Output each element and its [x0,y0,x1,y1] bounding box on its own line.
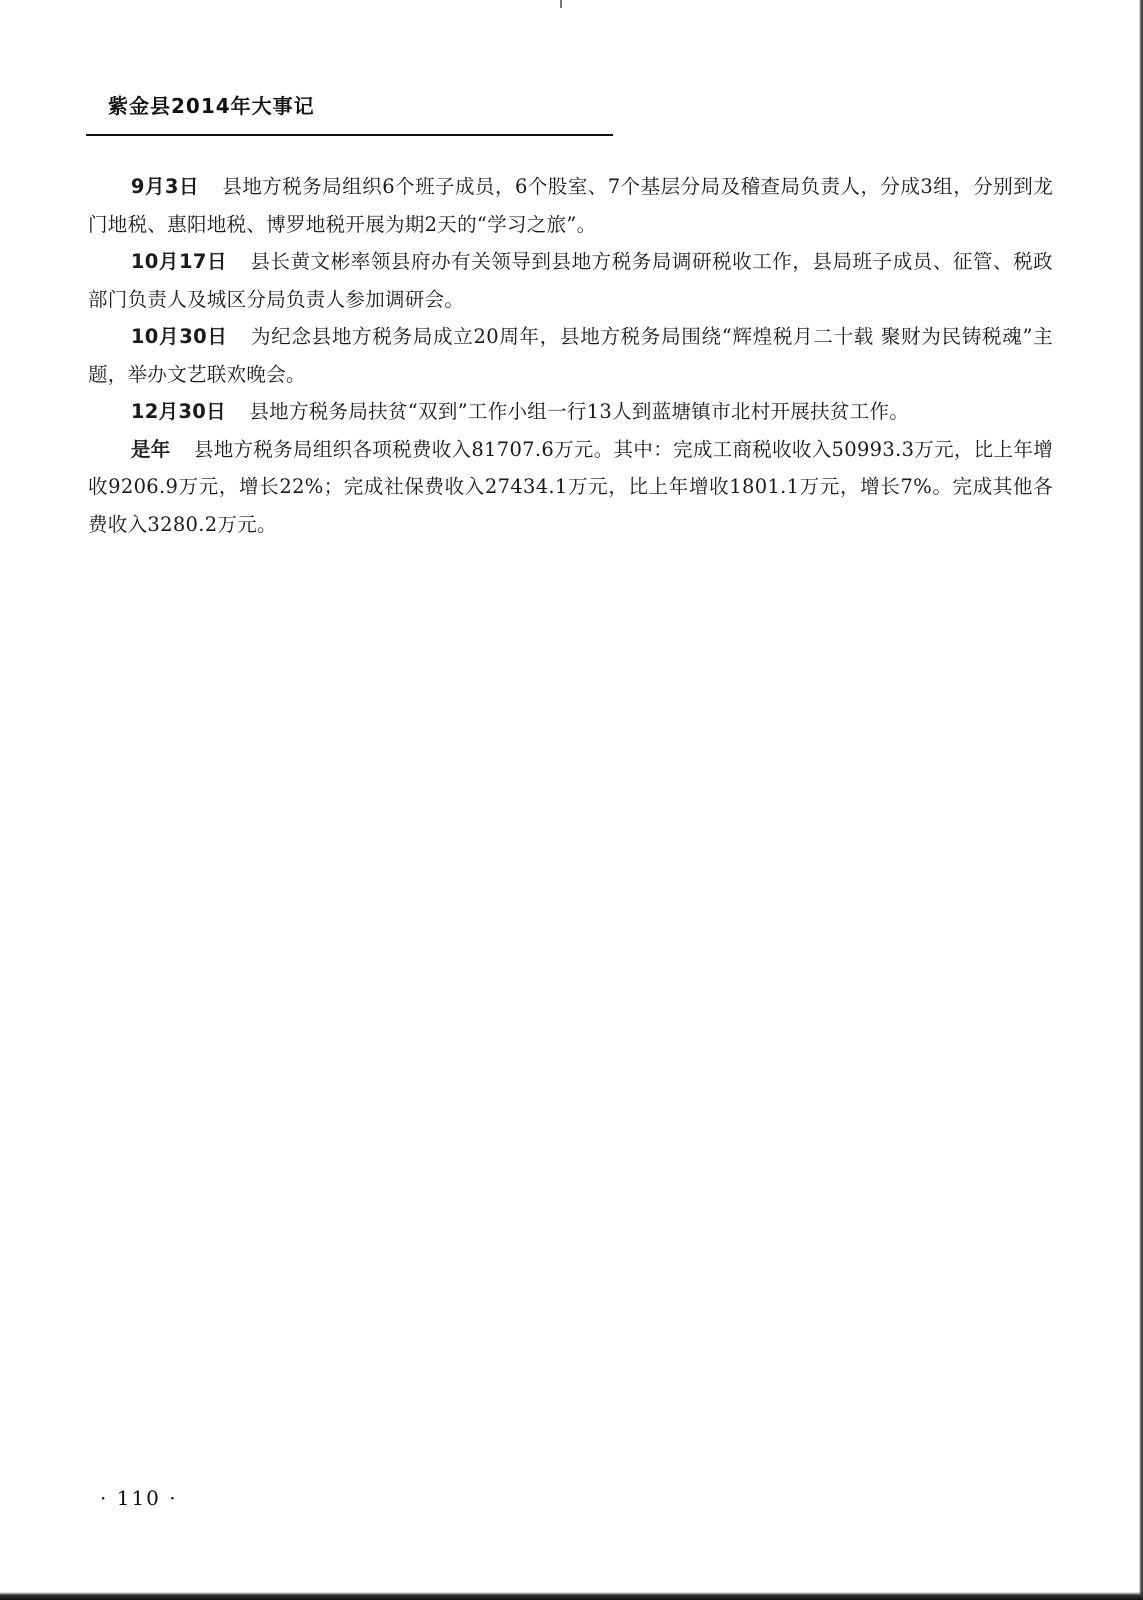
entry-text: 县地方税务局组织各项税费收入81707.6万元。其中：完成工商税收收入50993.3万元，比上年增收9206.9万元，增长22%；完成社保费收入27434.1万元，比上年增收1801.1万元，增长7%。完成其他各费收入3280.2万元。 [88,437,1053,536]
entry-date: 10月30日 [130,325,228,348]
chronicle-entry [88,318,1053,393]
page-number: · 110 · [100,1486,178,1510]
chronicle-entry [88,393,1053,431]
chronicle-body [88,168,1053,543]
chronicle-entry [88,431,1053,544]
scan-artifact [560,0,562,8]
chronicle-entry [88,243,1053,318]
entry-date: 是年 [130,437,171,461]
entry-text: 县地方税务局组织6个班子成员，6个股室、7个基层分局及稽查局负责人，分成3组，分别到龙门地税、惠阳地税、博罗地税开展为期2天的“学习之旅”。 [88,175,1053,236]
entry-text: 县长黄文彬率领县府办有关领导到县地方税务局调研税收工作，县局班子成员、征管、税政部门负责人及城区分局负责人参加调研会。 [88,250,1053,311]
scan-edge-shadow [1139,0,1143,1600]
entry-text: 为纪念县地方税务局成立20周年，县地方税务局围绕“辉煌税月二十载 聚财为民铸税魂”主题，举办文艺联欢晚会。 [88,325,1053,386]
entry-date: 12月30日 [130,400,226,423]
entry-date: 9月3日 [130,175,199,198]
chronicle-entry [88,168,1053,243]
entry-date: 10月17日 [130,250,228,273]
running-header: 紫金县2014年大事记 [108,94,315,118]
header-rule [86,134,613,136]
scan-edge-shadow [0,1592,1143,1600]
entry-text: 县地方税务局扶贫“双到”工作小组一行13人到蓝塘镇市北村开展扶贫工作。 [249,400,910,423]
